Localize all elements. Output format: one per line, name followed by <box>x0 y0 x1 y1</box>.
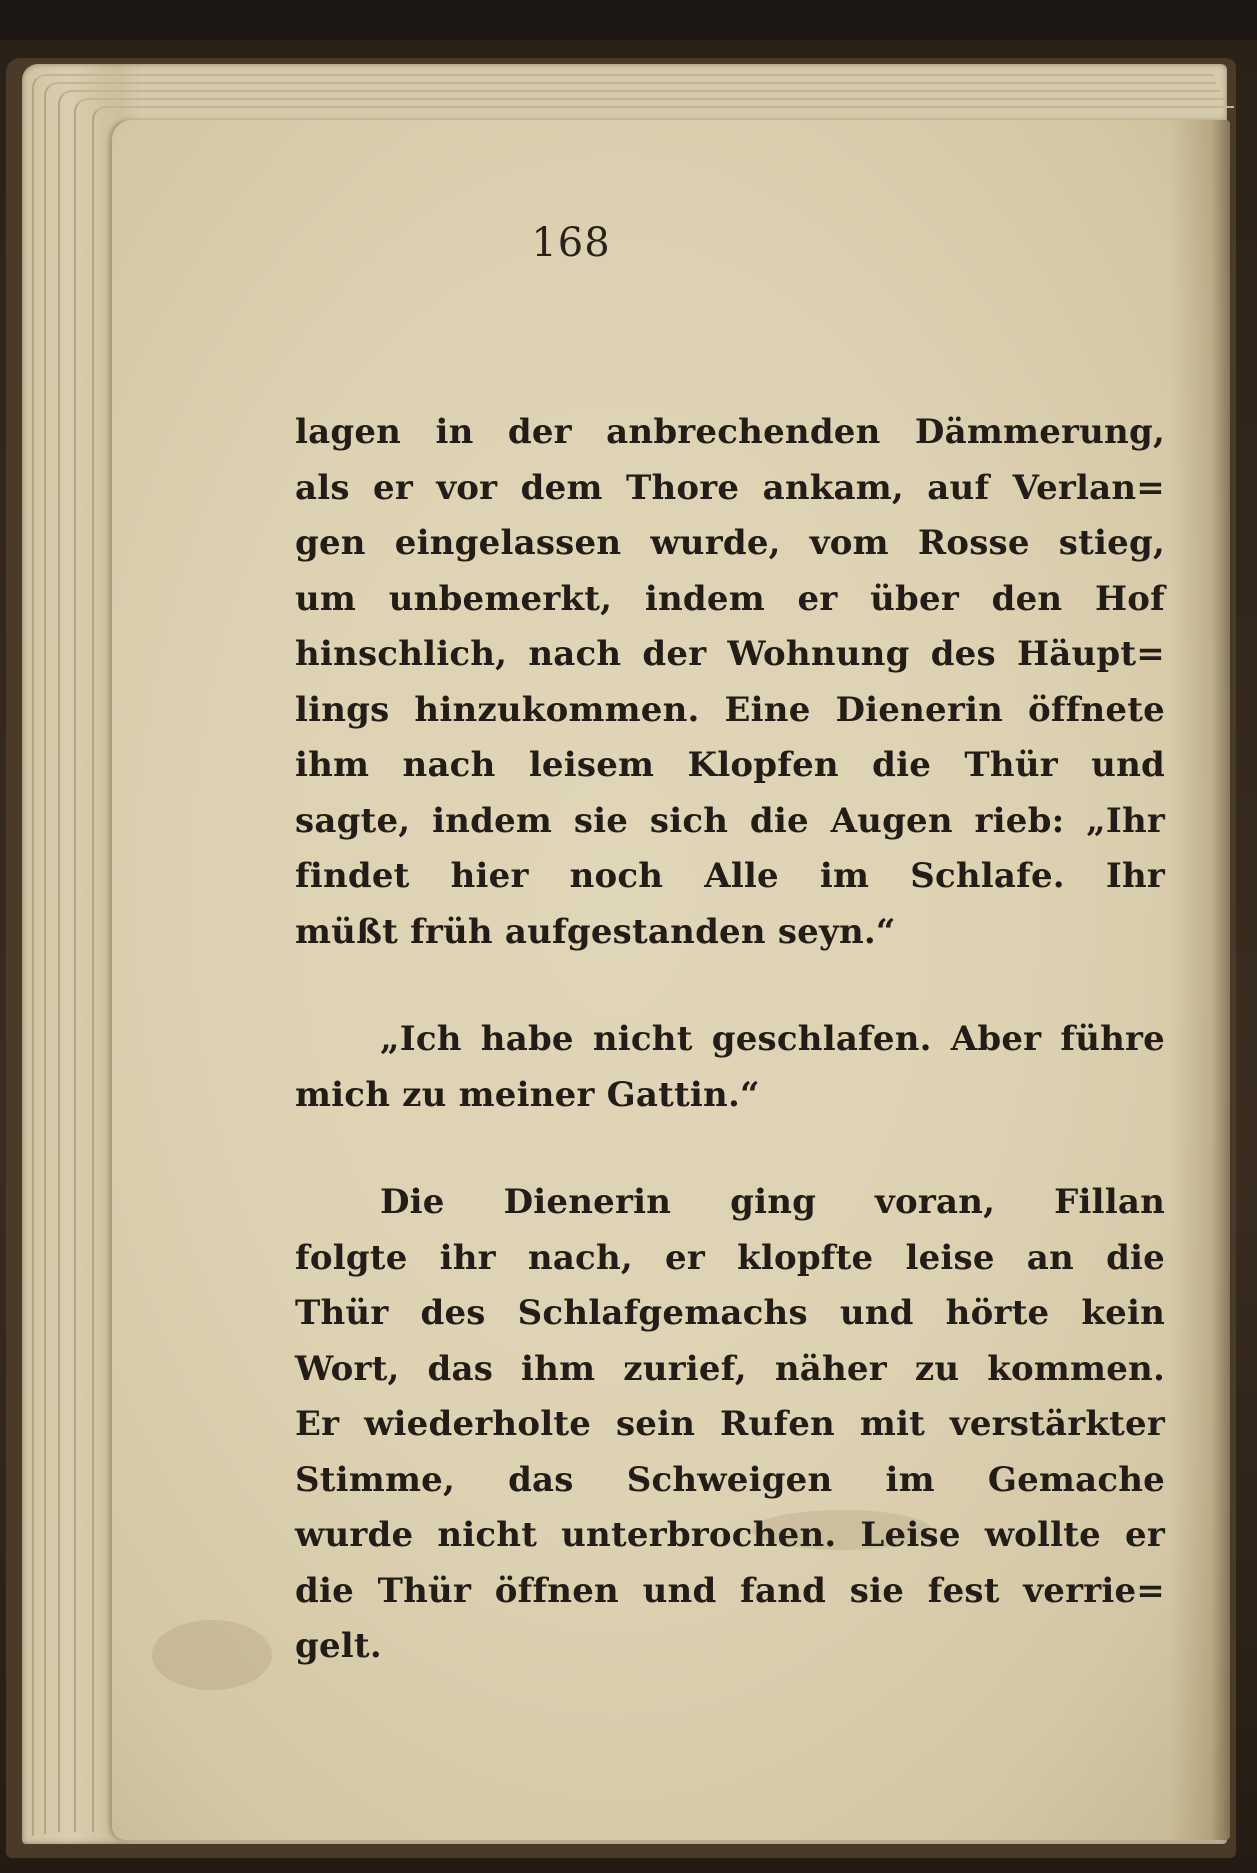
text-line: „Ich habe nicht geschlafen. Aber führe <box>380 1019 1165 1059</box>
text-line: Wort, das ihm zurief, näher zu kommen. <box>295 1348 1165 1389</box>
page-number: 168 <box>531 220 611 266</box>
paragraph-1 <box>295 405 1165 960</box>
text-line: Die Dienerin ging voran, Fillan <box>380 1182 1165 1222</box>
paragraph-2 <box>295 1012 1165 1123</box>
text-line: findet hier noch Alle im Schlafe. Ihr <box>295 856 1165 896</box>
text-line: sagte, indem sie sich die Augen rieb: „Ihr <box>295 800 1165 841</box>
text-line: mich zu meiner Gattin.“ <box>295 1074 760 1115</box>
text-line: lagen in der anbrechenden Dämmerung, <box>295 412 1165 452</box>
page-gutter-shadow <box>1170 120 1230 1840</box>
text-line: Stimme, das Schweigen im Gemache <box>295 1459 1165 1500</box>
text-line: hinschlich, nach der Wohnung des Häupt= <box>295 634 1165 674</box>
text-line: Thür des Schlafgemachs und hörte kein <box>295 1293 1165 1333</box>
text-line: als er vor dem Thore ankam, auf Verlan= <box>295 467 1165 508</box>
book-page <box>112 120 1230 1840</box>
text-line: Er wiederholte sein Rufen mit verstärkter <box>295 1404 1165 1444</box>
text-line: folgte ihr nach, er klopfte leise an die <box>295 1237 1165 1278</box>
paragraph-3 <box>295 1175 1165 1675</box>
text-line: lings hinzukommen. Eine Dienerin öffnete <box>295 689 1165 730</box>
text-line: die Thür öffnen und fand sie fest verrie= <box>295 1570 1165 1611</box>
text-line: wurde nicht unterbrochen. Leise wollte er <box>295 1515 1165 1555</box>
page-text <box>295 405 1165 1675</box>
text-line: müßt früh aufgestanden seyn.“ <box>295 911 896 952</box>
text-line: gen eingelassen wurde, vom Rosse stieg, <box>295 523 1165 563</box>
text-line: gelt. <box>295 1626 382 1666</box>
text-line: ihm nach leisem Klopfen die Thür und <box>295 745 1165 785</box>
text-line: um unbemerkt, indem er über den Hof <box>295 578 1165 619</box>
